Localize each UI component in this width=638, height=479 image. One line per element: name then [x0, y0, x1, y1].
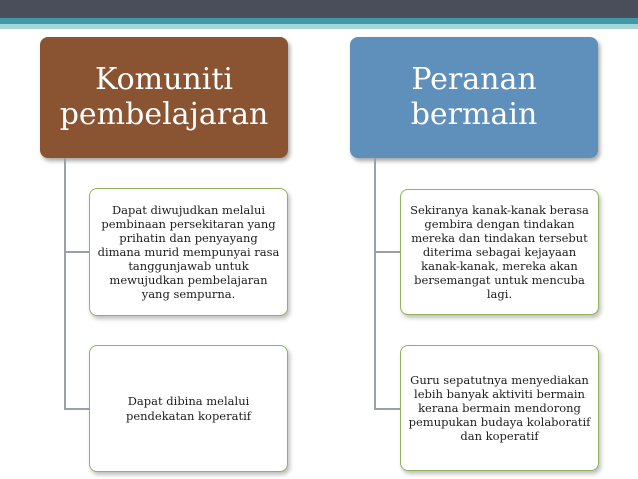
header-komuniti-pembelajaran	[40, 37, 288, 158]
connector-left-branch-2	[64, 408, 89, 410]
child-text-right-2: Guru sepatutnya menyediakan lebih banyak aktiviti bermain kerana bermain mendorong pemupukan budaya kolaboratif dan koperatif	[408, 372, 591, 444]
connector-left-vertical	[64, 158, 66, 409]
child-text-left-2: Dapat dibina melalui pendekatan koperatif	[125, 394, 252, 423]
child-box-left-2	[89, 345, 288, 472]
child-box-right-2	[400, 345, 599, 471]
connector-left-branch-1	[64, 251, 89, 253]
child-text-left-1: Dapat diwujudkan melalui pembinaan persekitaran yang prihatin dan penyayang dimana murid mempunyai rasa tanggunjawab untuk mewujudkan pembelajaran yang sempurna.	[97, 202, 280, 302]
connector-right-branch-2	[374, 408, 400, 410]
connector-right-vertical	[374, 158, 376, 409]
slide-top-bar	[0, 0, 638, 18]
connector-right-branch-1	[374, 251, 400, 253]
child-box-right-1	[400, 189, 599, 315]
child-text-right-1: Sekiranya kanak-kanak berasa gembira dengan tindakan mereka dan tindakan tersebut diterima sebagai kejayaan kanak-kanak, mereka akan bersemangat untuk mencuba lagi.	[410, 202, 589, 302]
header-peranan-bermain	[350, 37, 598, 158]
slide-top-accent-bar-light	[0, 24, 638, 29]
header-label-right: Peranan bermain	[410, 62, 538, 132]
child-box-left-1	[89, 188, 288, 316]
header-label-left: Komuniti pembelajaran	[59, 62, 269, 132]
